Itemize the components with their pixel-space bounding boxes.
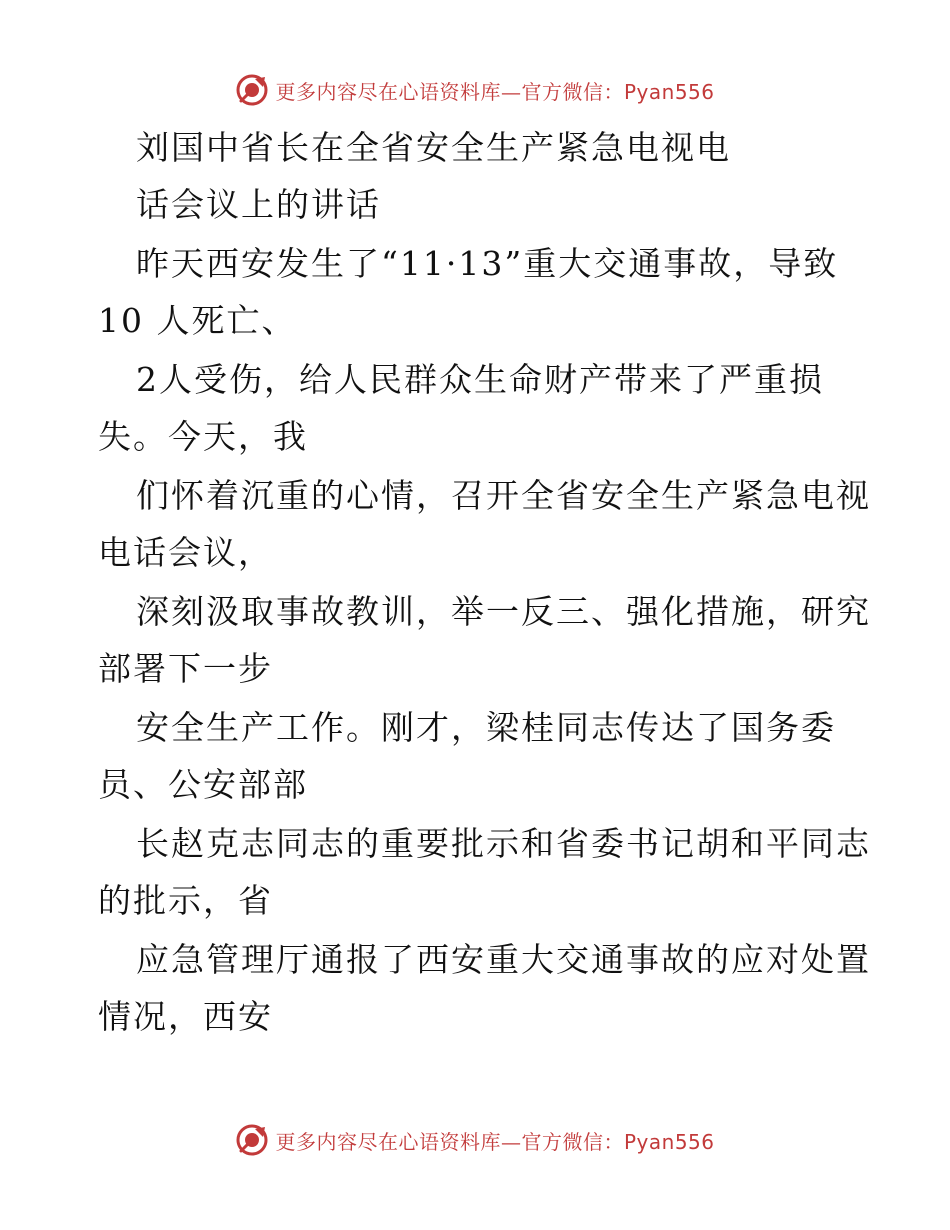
- text-line: 刘国中省长在全省安全生产紧急电视电: [136, 128, 731, 167]
- watermark-text: 更多内容尽在心语资料库—官方微信：Pyan556: [275, 79, 715, 104]
- text-line: 深刻汲取事故教训，举一反三、强化措施，研究: [136, 592, 871, 631]
- text-line: 情况，西安: [98, 997, 273, 1036]
- footer-watermark: [0, 1120, 950, 1160]
- text-line: 2人受伤，给人民群众生命财产带来了严重损: [136, 360, 824, 399]
- text-line: 安全生产工作。刚才，梁桂同志传达了国务委: [136, 708, 836, 747]
- text-line: 10 人死亡、: [98, 301, 297, 340]
- watermark-text: 更多内容尽在心语资料库—官方微信：Pyan556: [275, 1129, 715, 1154]
- text-line: 员、公安部部: [98, 765, 308, 804]
- text-line: 们怀着沉重的心情，召开全省安全生产紧急电视: [136, 476, 871, 515]
- text-line: 失。今天，我: [98, 417, 308, 456]
- text-line: 应急管理厅通报了西安重大交通事故的应对处置: [136, 940, 871, 979]
- text-line: 的批示，省: [98, 881, 273, 920]
- text-line: 部署下一步: [98, 649, 273, 688]
- brand-logo-icon: [235, 73, 269, 107]
- text-line: 昨天西安发生了“11·13”重大交通事故，导致: [136, 244, 839, 283]
- brand-logo-icon: [235, 1123, 269, 1157]
- text-line: 话会议上的讲话: [136, 185, 381, 224]
- text-line: 长赵克志同志的重要批示和省委书记胡和平同志: [136, 824, 871, 863]
- header-watermark: [0, 70, 950, 110]
- text-line: 电话会议，: [98, 533, 273, 572]
